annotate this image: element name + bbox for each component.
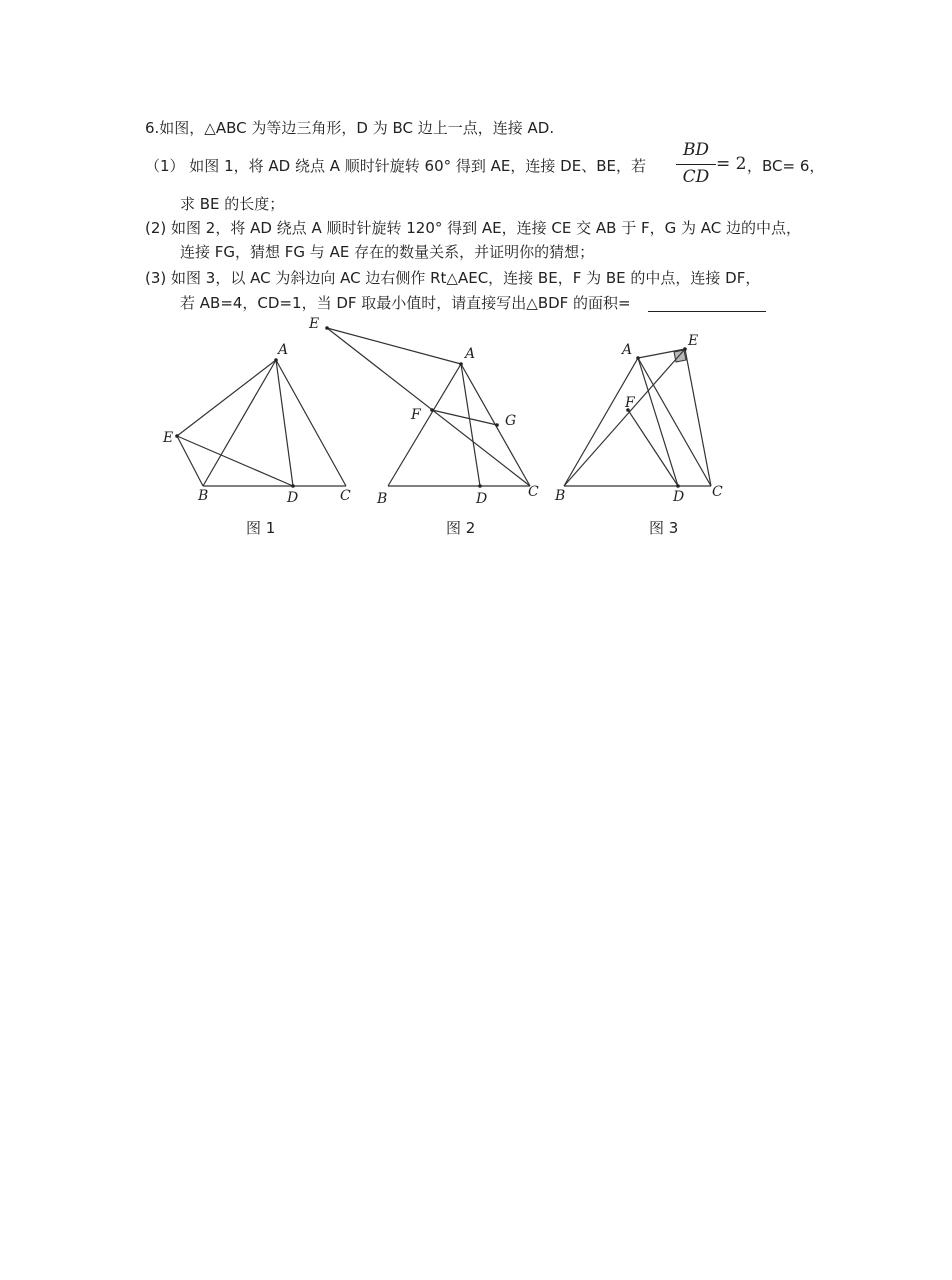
fig3-caption: 图 3 [649, 519, 679, 537]
fig3-segment-ac [638, 358, 711, 486]
fig2-point-g [495, 423, 499, 427]
fig3-label-c: C [712, 484, 723, 500]
fig1-point-e [175, 434, 179, 438]
fig1-point-d [291, 484, 295, 488]
fig2-label-f: F [411, 407, 421, 423]
fig2-segment-ea [327, 328, 461, 364]
fig1-segment-eb [177, 436, 203, 486]
fig1-segment-ed [177, 436, 293, 486]
figure-3 [554, 333, 723, 505]
fig1-segment-ab [203, 360, 276, 486]
figure-2 [308, 316, 539, 507]
part3-line1: (3) 如图 3，以 AC 为斜边向 AC 边右侧作 Rt△AEC，连接 BE，F 为 BE 的中点，连接 DF， [145, 269, 761, 287]
fig3-point-a [636, 356, 640, 360]
fig1-label-e: E [163, 430, 174, 446]
fig1-label-c: C [340, 488, 351, 504]
fig3-label-e: E [688, 333, 699, 349]
part1-line1-prefix: （1） 如图 1，将 AD 绕点 A 顺时针旋转 60° 得到 AE，连接 DE、BE，若 [145, 157, 646, 175]
figure-1 [162, 342, 351, 506]
fig3-point-e [683, 347, 687, 351]
fig2-segment-ab [388, 364, 461, 486]
fig1-segment-ad [276, 360, 293, 486]
part1-line2: 求 BE 的长度； [180, 195, 285, 213]
fig3-segment-df [628, 410, 678, 486]
fig3-label-b: B [555, 488, 566, 504]
fig2-point-e [325, 326, 329, 330]
fraction-denominator: CD [682, 167, 710, 187]
fig2-point-f [430, 408, 434, 412]
fig2-point-d [478, 484, 482, 488]
fig1-point-a [274, 358, 278, 362]
fig3-label-a: A [622, 342, 633, 358]
fig1-segment-ac [276, 360, 346, 486]
fig1-label-a: A [278, 342, 289, 358]
fig2-label-d: D [476, 491, 488, 507]
fig3-segment-ad [638, 358, 678, 486]
fig1-label-b: B [198, 488, 209, 504]
fig1-caption: 图 1 [246, 519, 276, 537]
fig3-label-f: F [625, 395, 635, 411]
fig2-label-c: C [528, 484, 539, 500]
fig3-segment-ab [564, 358, 638, 486]
fig3-segment-ec [685, 349, 711, 486]
part2-line2: 连接 FG，猜想 FG 与 AE 存在的数量关系，并证明你的猜想； [180, 243, 595, 261]
fig2-label-b: B [377, 491, 388, 507]
fig2-caption: 图 2 [446, 519, 476, 537]
fraction-numerator: BD [682, 140, 710, 160]
problem-stem: 6.如图，△ABC 为等边三角形，D 为 BC 边上一点，连接 AD. [145, 119, 555, 137]
fraction-equals: = 2 [716, 154, 747, 174]
fig1-label-d: D [287, 490, 299, 506]
fig1-segment-ae [177, 360, 276, 436]
fig3-segment-be [564, 349, 685, 486]
fig3-label-d: D [673, 489, 685, 505]
fig2-segment-ad [461, 364, 480, 486]
part2-line1: (2) 如图 2，将 AD 绕点 A 顺时针旋转 120° 得到 AE，连接 CE 交 AB 于 F，G 为 AC 边的中点， [145, 219, 802, 237]
fig2-label-a: A [465, 346, 476, 362]
part1-line1-suffix: ，BC= 6， [747, 157, 825, 175]
fig3-point-d [676, 484, 680, 488]
fig2-point-a [459, 362, 463, 366]
part3-line2: 若 AB=4，CD=1，当 DF 取最小值时，请直接写出△BDF 的面积= [180, 294, 631, 312]
fig2-label-g: G [505, 413, 517, 429]
fig2-label-e: E [309, 316, 320, 332]
fig2-segment-ec [327, 328, 530, 486]
